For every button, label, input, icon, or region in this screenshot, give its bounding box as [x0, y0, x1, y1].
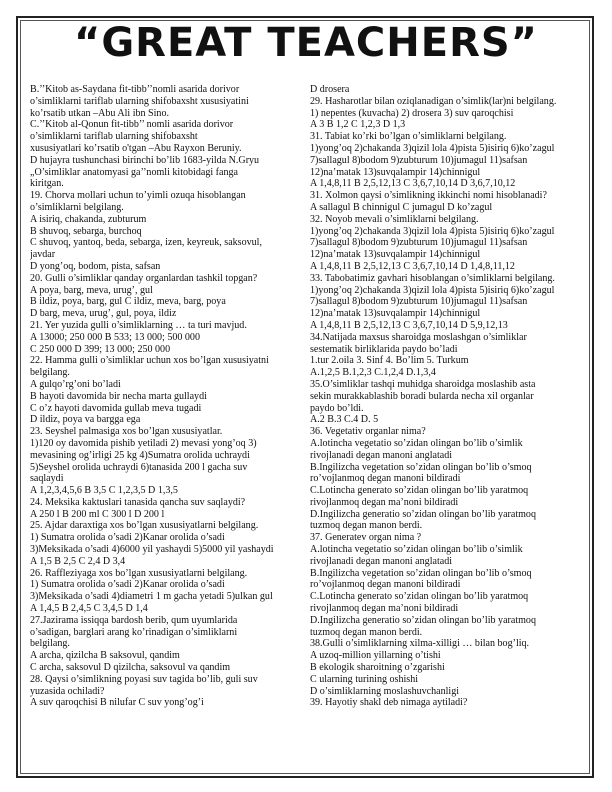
left-column-line: C o’z hayoti davomida gullab meva tugadi — [30, 402, 202, 414]
right-column-line: 37. Generatev organ nima ? — [310, 532, 422, 544]
left-column-line: 1) Sumatra orolida o’sadi 2)Kanar orolida o’sadi — [30, 579, 225, 591]
left-column-line: B shuvoq, sebarga, burchoq — [30, 225, 142, 237]
left-column-line: A 13000; 250 000 B 533; 13 000; 500 000 — [30, 331, 200, 343]
right-column-line: D o’simliklarning moslashuvchanligi — [310, 685, 460, 697]
left-column-line: C 250 000 D 399; 13 000; 250 000 — [30, 343, 171, 355]
left-column-line: 25. Ajdar daraxtiga xos bo’lgan xususiyatlarni belgilang. — [30, 520, 259, 532]
right-column-line: 34.Natijada maxsus sharoidga moslashgan o’simliklar — [310, 331, 527, 343]
left-column-line: kiritgan. — [30, 178, 64, 190]
left-column-line: D yong’oq, bodom, pista, safsan — [30, 260, 161, 272]
left-column-line: javdar — [30, 249, 56, 261]
left-column-line: A isiriq, chakanda, zubturum — [30, 213, 147, 225]
right-column-line: A 3 B 1,2 C 1,2,3 D 1,3 — [310, 119, 406, 131]
right-column-line: 7)sallagul 8)bodom 9)zubturum 10)jumagul 11)safsan — [310, 296, 528, 308]
right-column-line: C.Lotincha generato so’zidan olingan bo’lib yaratmoq — [310, 485, 529, 497]
left-column-line: 1)120 oy davomida pishib yetiladi 2) mevasi yong’oq 3) — [30, 437, 257, 449]
right-column-line: 1)yong’oq 2)chakanda 3)qizil lola 4)pista 5)isiriq 6)ko’zagul — [310, 284, 555, 296]
left-column-line: D hujayra tushunchasi birinchi bo’lib 1683-yilda N.Gryu — [30, 154, 260, 166]
right-column-line: 33. Tabobatimiz gavhari hisoblangan o’simliklarni belgilang. — [310, 272, 555, 284]
right-column-line: A 1,4,8,11 B 2,5,12,13 C 3,6,7,10,14 D 3,6,7,10,12 — [310, 178, 516, 190]
left-column-line: „O’simliklar anatomyasi ga’’nomli kitobidagi fanga — [30, 166, 238, 178]
right-column-line: 7)sallagul 8)bodom 9)zubturum 10)jumagul 11)safsan — [310, 154, 528, 166]
left-column-line: yuzasida ochiladi? — [30, 685, 105, 697]
right-column-line: 29. Hasharotlar bilan oziqlanadigan o’simlik(lar)ni belgilang. — [310, 95, 557, 107]
right-column-line: ro’vojlanmoq degan manoni bildiradi — [310, 473, 461, 485]
left-column-line: A poya, barg, meva, urug’, gul — [30, 284, 153, 296]
right-column-line: sestematik birliklarida paydo bo’ladi — [310, 343, 458, 355]
left-column-line: A 1,4,5 B 2,4,5 C 3,4,5 D 1,4 — [30, 603, 148, 615]
right-column-line: B.Ingilizcha vegetation so’zidan olingan bo’lib o’smoq — [310, 567, 532, 579]
right-column-line: A 1,4,8,11 B 2,5,12,13 C 3,6,7,10,14 D 5,9,12,13 — [310, 319, 508, 331]
left-column-line: A gulqo’rg’oni bo’ladi — [30, 378, 121, 390]
right-column-line: B.Ingilizcha vegetation so’zidan olingan bo’lib o’smoq — [310, 461, 532, 473]
right-column-line: 39. Hayotiy shakl deb nimaga aytiladi? — [310, 697, 468, 709]
page-title: “GREAT TEACHERS” — [74, 20, 538, 66]
right-column-line: rivojlanmoq degan ma’noni bildiradi — [310, 496, 459, 508]
right-column-line: C.Lotincha generato so’zidan olingan bo’lib yaratmoq — [310, 591, 529, 603]
left-column-line: A 1,2,3,4,5,6 B 3,5 C 1,2,3,5 D 1,3,5 — [30, 485, 178, 497]
left-column-line: mevasining og’irligi 25 kg 4)Sumatra orolida uchraydi — [30, 449, 250, 461]
right-column-line: 1)yong’oq 2)chakanda 3)qizil lola 4)pista 5)isiriq 6)ko’zagul — [310, 142, 555, 154]
right-column-line: A uzoq-million yillarning o’tishi — [310, 650, 441, 662]
left-column-line: D ildiz, poya va bargga ega — [30, 414, 141, 426]
left-column-line: C.’’Kitob al-Qonun fit-tibb’’ nomli asarida dorivor — [30, 119, 234, 131]
right-column-line: rivojlanadi degan manoni anglatadi — [310, 449, 453, 461]
right-column-line: 12)na’matak 13)suvqalampir 14)chinnigul — [310, 166, 481, 178]
left-column-line: A archa, qizilcha B saksovul, qandim — [30, 650, 180, 662]
left-column-line: 3)Meksikada o’sadi 4)6000 yil yashaydi 5)5000 yil yashaydi — [30, 544, 274, 556]
right-column-line: 1.tur 2.oila 3. Sinf 4. Bo’lim 5. Turkum — [310, 355, 469, 367]
right-column-line: D.Ingilizcha generatio so’zidan olingan bo’lib yaratmoq — [310, 508, 536, 520]
right-column-line: C ularning turining oshishi — [310, 673, 419, 685]
left-column-line: 23. Seyshel palmasiga xos bo’lgan xususiyatlar. — [30, 426, 223, 438]
left-column-line: B hayoti davomida bir necha marta gullaydi — [30, 390, 207, 402]
left-column-line: 28. Qaysi o’simlikning poyasi suv tagida bo’lib, guli suv — [30, 673, 258, 685]
left-column-line: 19. Chorva mollari uchun to’yimli ozuqa hisoblangan — [30, 190, 246, 202]
left-column-line: A 1,5 B 2,5 C 2,4 D 3,4 — [30, 555, 126, 567]
right-column-line: A.1,2,5 B.1,2,3 C.1,2,4 D.1,3,4 — [310, 367, 436, 379]
left-column-line: belgilang. — [30, 638, 70, 650]
right-column-line: D drosera — [310, 84, 350, 95]
right-column-line: B ekologik sharoitning o’zgarishi — [310, 662, 445, 674]
left-column-line: C shuvoq, yantoq, beda, sebarga, izen, keyreuk, saksovul, — [30, 237, 262, 249]
left-column-line: 20. Gulli o’simliklar qanday organlardan tashkil topgan? — [30, 272, 258, 284]
right-column-line: 12)na’matak 13)suvqalampir 14)chinnigul — [310, 308, 481, 320]
right-column-line: A.lotincha vegetatio so’zidan olingan bo’lib o’simlik — [310, 437, 523, 449]
left-column-line: 22. Hamma gulli o’simliklar uchun xos bo’lgan xususiyatni — [30, 355, 269, 367]
left-column-line: 26. Raffleziyaga xos bo’lgan xususiyatlarni belgilang. — [30, 567, 248, 579]
right-column-line: paydo bo’ldi. — [310, 402, 364, 414]
right-column-line: rivojlanmoq degan ma’noni bildiradi — [310, 603, 459, 615]
right-column-line: ro’vojlanmoq degan manoni bildiradi — [310, 579, 461, 591]
right-column-line: A sallagul B chinnigul C jumagul D ko’zagul — [310, 201, 493, 213]
left-column-line: 27.Jazirama issiqqa bardosh berib, qum uyumlarida — [30, 614, 238, 626]
right-column-line: 38.Gulli o’simliklarning xilma-xilligi … bilan bog’liq. — [310, 638, 530, 650]
left-column-line: o’sadigan, barglari arang ko’rinadigan o’simliklarni — [30, 626, 238, 638]
right-column-line: 31. Tabiat ko’rki bo’lgan o’simliklarni belgilang. — [310, 131, 507, 143]
right-column-line: 12)na’matak 13)suvqalampir 14)chinnigul — [310, 249, 481, 261]
right-column-line: tuzmoq degan manon berdi. — [310, 626, 423, 638]
left-column-line: 21. Yer yuzida gulli o’simliklarning … ta turi mavjud. — [30, 319, 247, 331]
right-column-line: A.2 B.3 C.4 D. 5 — [310, 414, 379, 426]
right-column-line: 7)sallagul 8)bodom 9)zubturum 10)jumagul 11)safsan — [310, 237, 528, 249]
left-column-line: D barg, meva, urug’, gul, poya, ildiz — [30, 308, 177, 320]
right-column-line: 36. Vegetativ organlar nima? — [310, 426, 426, 438]
right-column-line: 1) nepentes (kuvacha) 2) drosera 3) suv qaroqchisi — [310, 107, 514, 119]
left-column-line: ko’rsatib utkan –Abu Ali ibn Sino. — [30, 107, 169, 119]
right-column-line: 35.O’simliklar tashqi muhidga sharoidga moslashib asta — [310, 378, 536, 390]
left-column-line: xususiyatlari ko’rsatib o'tgan –Abu Rayxon Beruniy. — [30, 142, 242, 154]
right-column-line: D.Ingilizcha generatio so’zidan olingan bo’lib yaratmoq — [310, 614, 536, 626]
right-column-line: 32. Noyob mevali o’simliklarni belgilang. — [310, 213, 479, 225]
right-column-line: A.lotincha vegetatio so’zidan olingan bo’lib o’simlik — [310, 544, 523, 556]
left-column-line: A suv qaroqchisi B nilufar C suv yong’og’i — [30, 697, 204, 709]
right-column-line: 1)yong’oq 2)chakanda 3)qizil lola 4)pista 5)isiriq 6)ko’zagul — [310, 225, 555, 237]
left-column-line: 5)Seyshel orolida uchraydi 6)tanasida 200 l gacha suv — [30, 461, 248, 473]
left-column-line: C archa, saksovul D qizilcha, saksovul va qandim — [30, 662, 231, 674]
left-column-line: 1) Sumatra orolida o’sadi 2)Kanar orolida o’sadi — [30, 532, 225, 544]
right-column-line: 31. Xolmon qaysi o’simlikning ikkinchi nomi hisoblanadi? — [310, 190, 547, 202]
left-column — [30, 84, 306, 776]
left-column-line: B.’’Kitob as-Saydana fit-tibb’’nomli asarida dorivor — [30, 84, 240, 95]
left-column-line: belgilang. — [30, 367, 70, 379]
right-column — [310, 84, 586, 776]
left-column-line: o’simliklarni tariflab ularning shifobaxsht — [30, 131, 198, 143]
left-column-line: o’simliklarni tariflab ularning shifobaxsht xususiyatini — [30, 95, 249, 107]
left-column-line: A 250 l B 200 ml C 300 l D 200 l — [30, 508, 165, 520]
left-column-line: B ildiz, poya, barg, gul C ildiz, meva, barg, poya — [30, 296, 226, 308]
right-column-line: sekin murakkablashib boradi bularda necha xil organlar — [310, 390, 534, 402]
left-column-line: 3)Meksikada o’sadi 4)diametri 1 m gacha yetadi 5)ulkan gul — [30, 591, 273, 603]
right-column-line: A 1,4,8,11 B 2,5,12,13 C 3,6,7,10,14 D 1,4,8,11,12 — [310, 260, 515, 272]
left-column-line: 24. Meksika kaktuslari tanasida qancha suv saqlaydi? — [30, 496, 246, 508]
right-column-line: tuzmoq degan manon berdi. — [310, 520, 423, 532]
right-column-line: rivojlanadi degan manoni anglatadi — [310, 555, 453, 567]
left-column-line: saqlaydi — [30, 473, 64, 485]
left-column-line: o’simliklarni belgilang. — [30, 201, 124, 213]
content-columns — [30, 84, 586, 776]
